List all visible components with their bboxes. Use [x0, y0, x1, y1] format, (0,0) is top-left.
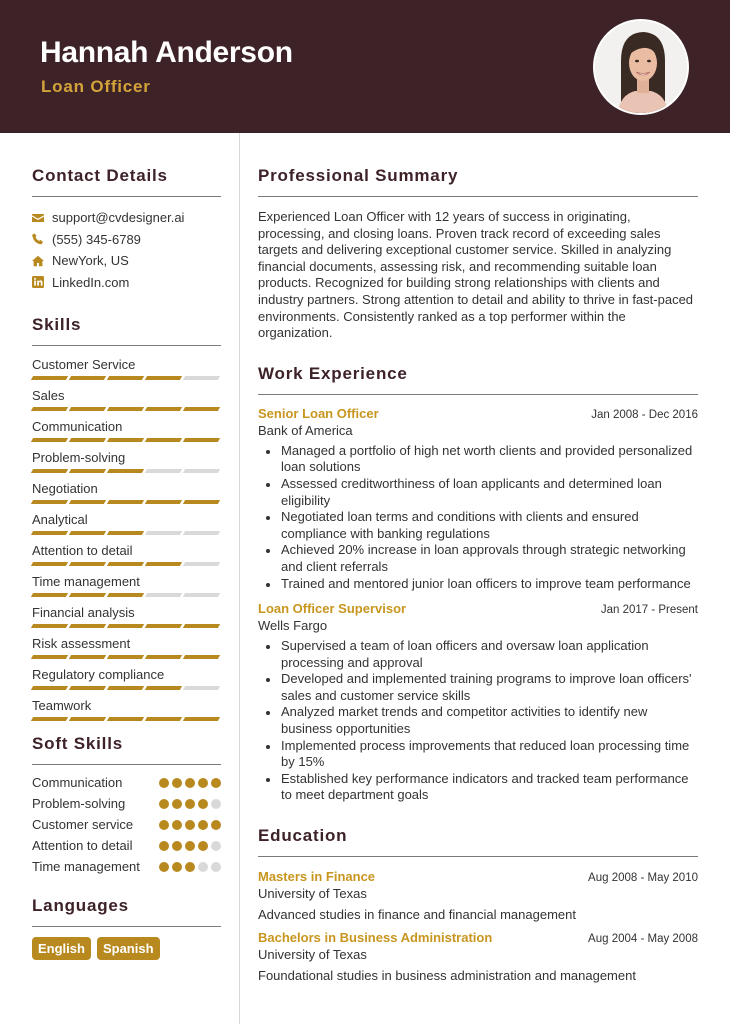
- job-company: Wells Fargo: [258, 618, 328, 634]
- rating-dot-filled: [198, 778, 208, 788]
- level-segment-filled: [31, 407, 68, 411]
- soft-skill-rating: [159, 820, 221, 830]
- level-segment-filled: [31, 531, 68, 535]
- level-segment-filled: [31, 717, 68, 721]
- contact-phone[interactable]: [32, 229, 221, 251]
- job-title: Senior Loan Officer: [258, 405, 379, 421]
- rating-dot-filled: [172, 820, 182, 830]
- level-segment-filled: [107, 717, 144, 721]
- soft-skill-label: Problem-solving: [32, 796, 126, 811]
- job-entry: [258, 601, 698, 804]
- skill-item: [32, 511, 221, 535]
- rating-dot-filled: [159, 778, 169, 788]
- level-segment-empty: [183, 376, 220, 380]
- rating-dot-filled: [198, 841, 208, 851]
- school-name: University of Texas: [258, 886, 367, 902]
- section-rule: [32, 764, 221, 765]
- level-segment-filled: [107, 376, 144, 380]
- skill-level-bar: [32, 531, 221, 535]
- education-dates: Aug 2004 - May 2008: [588, 933, 698, 946]
- skill-level-bar: [32, 624, 221, 628]
- job-bullet: Trained and mentored junior loan officers to improve team performance: [265, 576, 698, 593]
- rating-dot-filled: [185, 841, 195, 851]
- job-bullet: Implemented process improvements that reduced loan processing time by 15%: [265, 738, 698, 771]
- rating-dot-filled: [185, 820, 195, 830]
- candidate-role: Loan Officer: [41, 77, 151, 96]
- section-title-languages: Languages: [32, 896, 129, 915]
- section-rule: [258, 394, 698, 395]
- job-bullet: Developed and implemented training programs to improve loan officers' sales and customer service skills: [265, 671, 698, 704]
- level-segment-filled: [69, 500, 106, 504]
- resume-header: [0, 0, 730, 133]
- rating-dot-filled: [172, 778, 182, 788]
- rating-dot-filled: [159, 799, 169, 809]
- education-description: Advanced studies in finance and financial management: [258, 907, 576, 923]
- skill-item: [32, 635, 221, 659]
- rating-dot-empty: [198, 862, 208, 872]
- rating-dot-filled: [185, 799, 195, 809]
- level-segment-filled: [31, 500, 68, 504]
- section-title-contact: Contact Details: [32, 166, 168, 185]
- level-segment-filled: [69, 655, 106, 659]
- level-segment-empty: [145, 469, 182, 473]
- skill-level-bar: [32, 562, 221, 566]
- level-segment-empty: [183, 686, 220, 690]
- level-segment-filled: [107, 438, 144, 442]
- skill-item: [32, 387, 221, 411]
- level-segment-filled: [69, 686, 106, 690]
- rating-dot-filled: [198, 799, 208, 809]
- contact-email[interactable]: [32, 207, 221, 229]
- job-bullet: Analyzed market trends and competitor activities to identify new business opportunities: [265, 704, 698, 737]
- level-segment-empty: [183, 562, 220, 566]
- soft-skill-item: [32, 817, 221, 838]
- section-title-experience: Work Experience: [258, 363, 408, 383]
- level-segment-filled: [107, 469, 144, 473]
- section-title-summary: Professional Summary: [258, 166, 459, 185]
- level-segment-filled: [145, 655, 182, 659]
- level-segment-filled: [69, 376, 106, 380]
- level-segment-filled: [145, 376, 182, 380]
- level-segment-empty: [183, 531, 220, 535]
- skill-label: Customer Service: [32, 357, 136, 372]
- soft-skill-rating: [159, 799, 221, 809]
- job-bullet: Established key performance indicators and tracked team performance to meet department goals: [265, 771, 698, 804]
- level-segment-filled: [69, 469, 106, 473]
- level-segment-filled: [107, 655, 144, 659]
- soft-skill-label: Customer service: [32, 817, 134, 832]
- rating-dot-filled: [159, 820, 169, 830]
- level-segment-filled: [145, 686, 182, 690]
- skill-level-bar: [32, 376, 221, 380]
- education-description: Foundational studies in business administration and management: [258, 968, 636, 984]
- language-tag: Spanish: [97, 937, 160, 960]
- education-entry: [258, 869, 698, 922]
- soft-skill-item: [32, 838, 221, 859]
- rating-dot-filled: [211, 778, 221, 788]
- soft-skill-item: [32, 775, 221, 796]
- level-segment-empty: [183, 593, 220, 597]
- job-bullet: Assessed creditworthiness of loan applicants and determined loan eligibility: [265, 476, 698, 509]
- job-title: Loan Officer Supervisor: [258, 601, 407, 617]
- sidebar: [32, 133, 221, 960]
- skill-label: Communication: [32, 419, 123, 434]
- language-tag: English: [32, 937, 91, 960]
- soft-skill-label: Communication: [32, 775, 123, 790]
- job-bullet: Managed a portfolio of high net worth clients and provided personalized loan solutions: [265, 443, 698, 476]
- level-segment-filled: [107, 593, 144, 597]
- soft-skills-section: [32, 734, 221, 880]
- education-section: [258, 826, 698, 983]
- rating-dot-filled: [159, 862, 169, 872]
- section-rule: [32, 345, 221, 346]
- level-segment-filled: [31, 624, 68, 628]
- job-entry: [258, 406, 698, 592]
- language-list: [32, 937, 221, 960]
- education-entry: [258, 930, 698, 983]
- soft-skill-rating: [159, 841, 221, 851]
- level-segment-filled: [31, 655, 68, 659]
- level-segment-filled: [31, 686, 68, 690]
- level-segment-empty: [145, 593, 182, 597]
- level-segment-filled: [145, 407, 182, 411]
- degree-title: Masters in Finance: [258, 869, 376, 885]
- skills-section: [32, 315, 221, 721]
- education-dates: Aug 2008 - May 2010: [588, 872, 698, 885]
- level-segment-filled: [69, 438, 106, 442]
- level-segment-filled: [69, 624, 106, 628]
- skill-label: Financial analysis: [32, 605, 135, 620]
- experience-section: [258, 364, 698, 804]
- skill-item: [32, 480, 221, 504]
- skill-item: [32, 418, 221, 442]
- rating-dot-empty: [211, 862, 221, 872]
- skill-item: [32, 573, 221, 597]
- level-segment-filled: [69, 407, 106, 411]
- linkedin-icon: [32, 276, 52, 288]
- skill-item: [32, 666, 221, 690]
- section-title-skills: Skills: [32, 315, 82, 334]
- skill-label: Time management: [32, 574, 140, 589]
- skill-level-bar: [32, 686, 221, 690]
- skill-item: [32, 449, 221, 473]
- skill-item: [32, 697, 221, 721]
- phone-icon: [32, 233, 52, 245]
- job-bullet: Supervised a team of loan officers and oversaw loan application processing and approval: [265, 638, 698, 671]
- level-segment-filled: [107, 407, 144, 411]
- skill-label: Attention to detail: [32, 543, 133, 558]
- skill-label: Risk assessment: [32, 636, 131, 651]
- rating-dot-filled: [198, 820, 208, 830]
- rating-dot-filled: [172, 841, 182, 851]
- school-name: University of Texas: [258, 947, 367, 963]
- level-segment-filled: [31, 562, 68, 566]
- soft-skill-rating: [159, 862, 221, 872]
- main-content: [258, 133, 698, 983]
- rating-dot-empty: [211, 799, 221, 809]
- level-segment-filled: [107, 686, 144, 690]
- job-bullets: [265, 443, 698, 592]
- level-segment-filled: [145, 562, 182, 566]
- job-bullets: [265, 638, 698, 804]
- candidate-name: Hannah Anderson: [40, 36, 293, 69]
- contact-location-text: NewYork, US: [52, 253, 129, 269]
- soft-skill-item: [32, 859, 221, 880]
- soft-skills-list: [32, 775, 221, 880]
- skill-level-bar: [32, 655, 221, 659]
- job-bullet: Achieved 20% increase in loan approvals through strategic networking and client referrals: [265, 542, 698, 575]
- level-segment-filled: [183, 624, 220, 628]
- section-rule: [258, 196, 698, 197]
- rating-dot-empty: [211, 841, 221, 851]
- level-segment-empty: [145, 531, 182, 535]
- degree-title: Bachelors in Business Administration: [258, 930, 493, 946]
- languages-section: [32, 896, 221, 960]
- rating-dot-filled: [172, 799, 182, 809]
- level-segment-filled: [107, 531, 144, 535]
- level-segment-filled: [69, 593, 106, 597]
- column-divider: [239, 133, 240, 1024]
- section-title-soft-skills: Soft Skills: [32, 734, 123, 753]
- skills-list: [32, 356, 221, 721]
- job-dates: Jan 2008 - Dec 2016: [591, 408, 698, 421]
- summary-section: [258, 166, 698, 342]
- skill-label: Negotiation: [32, 481, 98, 496]
- level-segment-filled: [183, 438, 220, 442]
- contact-email-text: support@cvdesigner.ai: [52, 210, 185, 226]
- soft-skill-label: Time management: [32, 859, 140, 874]
- contact-linkedin[interactable]: [32, 272, 221, 294]
- level-segment-filled: [183, 655, 220, 659]
- level-segment-filled: [69, 531, 106, 535]
- skill-label: Analytical: [32, 512, 88, 527]
- soft-skill-rating: [159, 778, 221, 788]
- level-segment-filled: [107, 624, 144, 628]
- skill-item: [32, 356, 221, 380]
- skill-label: Sales: [32, 388, 65, 403]
- level-segment-filled: [145, 717, 182, 721]
- summary-text: Experienced Loan Officer with 12 years of success in originating, processing, and closing loans. Proven track record of exceeding sales targets and delivering exceptional customer service. Skilled in analyzing financial documents, assessing risk, and recommending suitable loan products. Recognized for building strong relationships with clients and industry partners. Strong attention to detail and ability to thrive in fast-paced environments. Consistently ranked as a top performer within the organization.: [258, 209, 694, 341]
- level-segment-empty: [183, 469, 220, 473]
- skill-level-bar: [32, 438, 221, 442]
- level-segment-filled: [145, 500, 182, 504]
- level-segment-filled: [145, 438, 182, 442]
- job-company: Bank of America: [258, 422, 353, 438]
- contact-section: [32, 166, 221, 293]
- skill-label: Teamwork: [32, 698, 92, 713]
- section-rule: [32, 926, 221, 927]
- section-rule: [32, 196, 221, 197]
- level-segment-filled: [31, 438, 68, 442]
- skill-level-bar: [32, 717, 221, 721]
- level-segment-filled: [31, 376, 68, 380]
- level-segment-filled: [69, 717, 106, 721]
- contact-location: [32, 250, 221, 272]
- skill-item: [32, 542, 221, 566]
- level-segment-filled: [107, 562, 144, 566]
- contact-linkedin-text: LinkedIn.com: [52, 274, 130, 290]
- rating-dot-filled: [185, 778, 195, 788]
- level-segment-filled: [69, 562, 106, 566]
- level-segment-filled: [145, 624, 182, 628]
- rating-dot-filled: [172, 862, 182, 872]
- section-rule: [258, 856, 698, 857]
- skill-label: Regulatory compliance: [32, 667, 165, 682]
- level-segment-filled: [183, 407, 220, 411]
- section-title-education: Education: [258, 826, 348, 846]
- level-segment-filled: [183, 500, 220, 504]
- portrait-illustration: [595, 21, 689, 115]
- skill-label: Problem-solving: [32, 450, 126, 465]
- skill-level-bar: [32, 469, 221, 473]
- soft-skill-label: Attention to detail: [32, 838, 133, 853]
- skill-level-bar: [32, 500, 221, 504]
- contact-phone-text: (555) 345-6789: [52, 231, 141, 247]
- job-bullet: Negotiated loan terms and conditions with clients and ensured compliance with banking regulations: [265, 509, 698, 542]
- home-icon: [32, 255, 52, 267]
- soft-skill-item: [32, 796, 221, 817]
- profile-photo: [593, 19, 689, 115]
- level-segment-filled: [183, 717, 220, 721]
- rating-dot-filled: [185, 862, 195, 872]
- skill-level-bar: [32, 593, 221, 597]
- skill-level-bar: [32, 407, 221, 411]
- envelope-icon: [32, 212, 52, 224]
- rating-dot-filled: [159, 841, 169, 851]
- level-segment-filled: [31, 593, 68, 597]
- level-segment-filled: [107, 500, 144, 504]
- rating-dot-filled: [211, 820, 221, 830]
- level-segment-filled: [31, 469, 68, 473]
- job-dates: Jan 2017 - Present: [600, 604, 698, 617]
- skill-item: [32, 604, 221, 628]
